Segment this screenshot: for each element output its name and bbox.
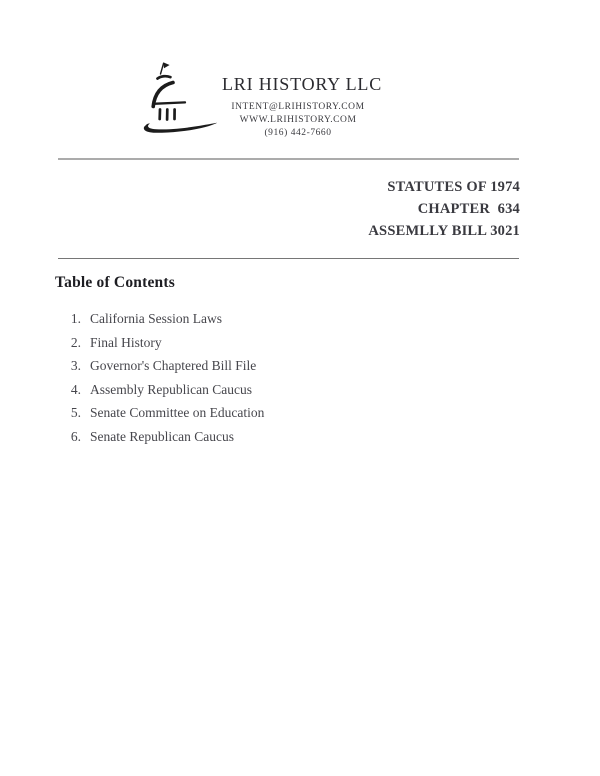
document-title-block	[368, 176, 520, 242]
divider-top	[58, 158, 519, 160]
divider-bottom	[58, 258, 519, 259]
toc-list	[55, 311, 475, 452]
toc-item-number: 1.	[70, 311, 81, 326]
toc-item-number: 4.	[70, 381, 81, 397]
toc-item	[55, 358, 475, 382]
toc-item	[55, 382, 475, 406]
capitol-dome-logo-icon	[141, 59, 226, 139]
toc-item-label: Assembly Republican Caucus	[90, 381, 252, 397]
title-bill: ASSEMLLY BILL 3021	[368, 223, 520, 239]
toc-item	[55, 335, 475, 359]
title-statutes: STATUTES OF 1974	[387, 179, 520, 195]
toc-item-number: 2.	[70, 334, 81, 350]
toc-item-number: 6.	[70, 428, 81, 444]
company-name: LRI HISTORY LLC	[222, 74, 383, 94]
title-chapter: CHAPTER 634	[417, 201, 520, 217]
table-of-contents	[55, 274, 475, 452]
toc-item-label: California Session Laws	[90, 311, 222, 326]
toc-item-number: 5.	[70, 405, 81, 420]
toc-item	[55, 429, 475, 453]
contact-email: INTENT@LRIHISTORY.COM	[231, 102, 365, 112]
toc-item	[55, 311, 475, 335]
toc-item-label: Senate Republican Caucus	[90, 428, 234, 444]
toc-item-label: Governor's Chaptered Bill File	[90, 358, 257, 373]
toc-item	[55, 405, 475, 429]
toc-heading: Table of Contents	[55, 274, 175, 291]
contact-website: WWW.LRIHISTORY.COM	[239, 115, 357, 125]
letterhead	[222, 74, 383, 140]
contact-phone: (916) 442-7660	[264, 128, 332, 138]
toc-item-label: Senate Committee on Education	[90, 405, 265, 420]
toc-item-number: 3.	[70, 358, 81, 373]
toc-item-label: Final History	[90, 334, 162, 350]
